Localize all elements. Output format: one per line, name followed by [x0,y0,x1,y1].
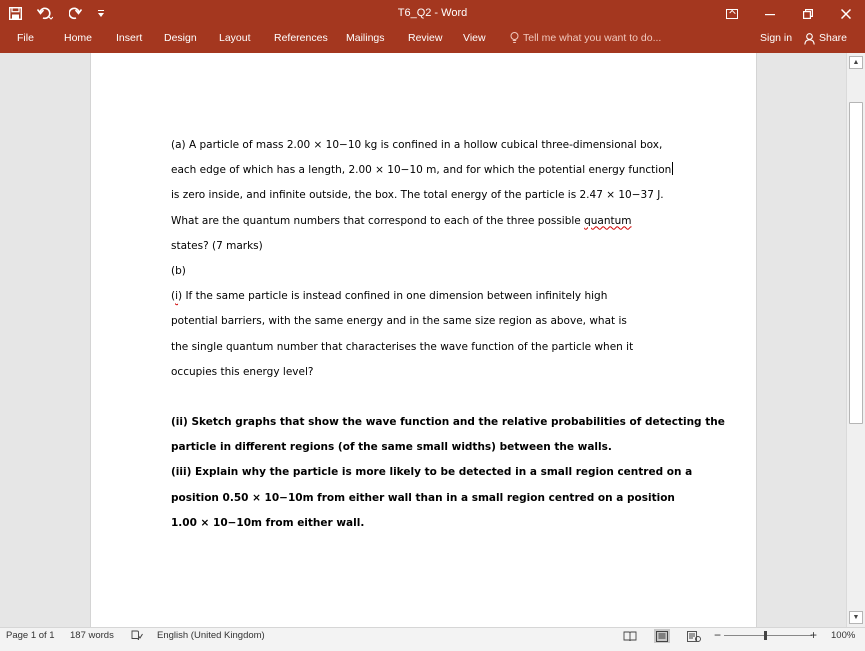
tab-file[interactable]: File [17,32,34,44]
word-count[interactable]: 187 words [70,630,114,641]
share-button[interactable] [804,27,847,53]
paragraph-line[interactable] [171,385,671,410]
paragraph-line[interactable] [171,309,671,334]
tab-design[interactable]: Design [164,32,197,44]
tell-me-text: Tell me what you want to do... [523,32,662,44]
document-title: T6_Q2 - Word [397,7,468,19]
paragraph-line[interactable] [171,209,671,234]
spelling-error-mark[interactable]: i [175,290,179,303]
read-mode-icon[interactable] [622,629,638,643]
minimize-icon[interactable] [751,0,789,27]
paragraph-text: states? (7 marks) [171,239,263,252]
undo-icon[interactable] [30,0,60,27]
paragraph-text: the single quantum number that characterises the wave function of the particle when it [171,340,634,353]
paragraph-text: potential barriers, with the same energy and in the same size region as above, what is [171,315,627,328]
text-cursor [672,162,673,175]
paragraph-text: (a) A particle of mass 2.00 × 10−10 kg is confined in a hollow cubical three-dimensional box, [171,139,663,151]
print-layout-icon[interactable] [654,629,670,643]
lightbulb-icon [510,30,519,52]
paragraph-text: is zero inside, and infinite outside, the box. The total energy of the particle is 2.47 × 10−37 J. [171,189,664,202]
customize-qat-icon[interactable] [90,0,112,27]
ribbon-tabs [0,27,865,53]
language-indicator[interactable]: English (United Kingdom) [157,630,265,641]
share-label: Share [819,32,848,44]
tab-layout[interactable]: Layout [219,32,251,44]
paragraph-text: occupies this energy level? [171,365,314,378]
paragraph-text: each edge of which has a length, 2.00 × 10−10 m, and for which the potential energy function [171,164,672,177]
paragraph-text: What are the quantum numbers that correspond to each of the three possible quantum [171,214,632,227]
vertical-scrollbar[interactable] [846,53,865,627]
paragraph-text: particle in different regions (of the same small widths) between the walls. [171,441,612,454]
paragraph-line[interactable] [171,410,725,435]
paragraph-line[interactable] [171,133,671,158]
scroll-up-icon[interactable]: ▲ [849,56,863,69]
restore-icon[interactable] [789,0,827,27]
web-layout-icon[interactable] [686,629,702,643]
scroll-thumb[interactable] [849,102,863,424]
tab-references[interactable]: References [274,32,328,44]
paragraph-line[interactable] [171,511,671,536]
close-icon[interactable] [827,0,865,27]
title-bar [0,0,865,27]
status-bar [0,627,865,651]
paragraph-line[interactable] [171,259,671,284]
zoom-slider-track[interactable] [724,635,812,636]
paragraph-text: position 0.50 × 10−10m from either wall than in a small region centred on a position [171,491,675,504]
paragraph-text: (b) [171,264,186,277]
paragraph-line[interactable] [171,183,671,208]
person-icon [804,31,815,53]
page-count[interactable]: Page 1 of 1 [6,630,55,641]
paragraph-line[interactable] [171,284,671,309]
window-controls [713,0,865,27]
spelling-error-mark[interactable]: quantum [584,214,632,227]
document-area [0,53,846,627]
paragraph-line[interactable] [171,486,675,511]
paragraph-line[interactable] [171,435,671,460]
paragraph-line[interactable] [171,360,671,385]
scroll-down-icon[interactable]: ▼ [849,611,863,624]
paragraph-line[interactable] [171,335,671,360]
sign-in-link[interactable]: Sign in [760,32,793,44]
tab-insert[interactable]: Insert [116,32,143,44]
tab-view[interactable]: View [463,32,486,44]
paragraph-text: (ii) Sketch graphs that show the wave function and the relative probabilities of detecting the [171,416,725,429]
paragraph-text: (i) If the same particle is instead confined in one dimension between infinitely high [171,290,608,303]
zoom-level[interactable]: 100% [831,630,856,641]
paragraph-line[interactable] [171,460,693,485]
zoom-in-icon[interactable]: + [810,628,818,642]
paragraph-text: (iii) Explain why the particle is more likely to be detected in a small region centred on a [171,466,693,479]
zoom-slider-thumb[interactable] [764,631,767,640]
tab-home[interactable]: Home [64,32,93,44]
document-body[interactable] [171,133,725,536]
tab-review[interactable]: Review [408,32,443,44]
ribbon-display-options-icon[interactable] [713,0,751,27]
tab-mailings[interactable]: Mailings [346,32,385,44]
tell-me-search[interactable] [510,27,661,53]
paragraph-text: 1.00 × 10−10m from either wall. [171,516,365,529]
proofing-icon[interactable] [131,630,143,642]
save-icon[interactable] [0,0,30,27]
quick-access-toolbar [0,0,112,27]
document-page[interactable] [90,53,757,627]
paragraph-line[interactable] [171,234,671,259]
zoom-out-icon[interactable]: − [714,628,722,642]
redo-icon[interactable] [60,0,90,27]
paragraph-line[interactable] [171,158,671,183]
